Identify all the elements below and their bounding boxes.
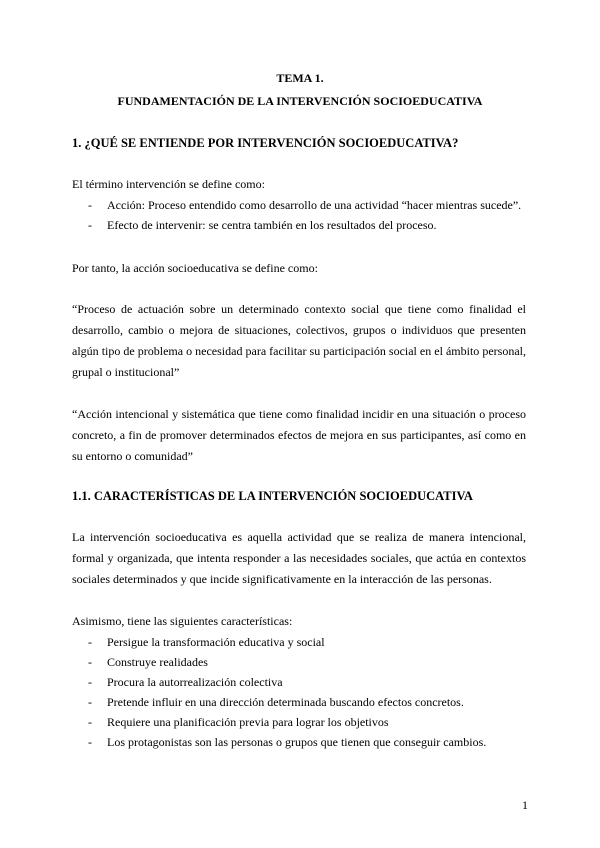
list-item-text: Requiere una planificación previa para lograr los objetivos (107, 715, 389, 729)
list-item-text: Construye realidades (107, 655, 208, 669)
list-item-text: Procura la autorrealización colectiva (107, 675, 283, 689)
list-item (88, 195, 521, 215)
definition-intro: El término intervención se define como: (72, 177, 265, 191)
list-item (88, 712, 486, 732)
list-item (88, 652, 486, 672)
bullet-dash: - (88, 675, 92, 689)
list-item-text: Pretende influir en una dirección determinada buscando efectos concretos. (107, 695, 464, 709)
list-item-text: Los protagonistas son las personas o grupos que tienen que conseguir cambios. (107, 735, 487, 749)
bullet-dash: - (88, 735, 92, 749)
definition-list (88, 195, 521, 235)
bullet-dash: - (88, 635, 92, 649)
characteristics-list (88, 632, 486, 752)
bullet-dash: - (88, 218, 92, 232)
list-item-text: Persigue la transformación educativa y social (107, 635, 325, 649)
characteristics-intro: Asimismo, tiene las siguientes características: (72, 614, 293, 628)
section-1-heading: 1. ¿QUÉ SE ENTIENDE POR INTERVENCIÓN SOCIOEDUCATIVA? (72, 136, 459, 150)
list-item-text: Efecto de intervenir: se centra también en los resultados del proceso. (107, 218, 437, 232)
chapter-label: TEMA 1. (276, 71, 324, 85)
bullet-dash: - (88, 715, 92, 729)
characteristics-paragraph: La intervención socioeducativa es aquella actividad que se realiza de manera intencional, formal y organizada, que intenta responder a las necesidades sociales, que actúa en contextos sociales determinados y que incide significativamente en la interacción de las personas. (72, 530, 526, 586)
bullet-dash: - (88, 655, 92, 669)
therefore-text: Por tanto, la acción socioeducativa se define como: (72, 261, 318, 275)
page-number: 1 (522, 798, 528, 812)
section-1-1-heading: 1.1. CARACTERÍSTICAS DE LA INTERVENCIÓN SOCIOEDUCATIVA (72, 489, 473, 503)
bullet-dash: - (88, 695, 92, 709)
list-item (88, 692, 486, 712)
bullet-dash: - (88, 198, 92, 212)
quote-definition-1: “Proceso de actuación sobre un determinado contexto social que tiene como finalidad el desarrollo, cambio o mejora de situaciones, colectivos, grupos o individuos que presenten algún tipo de problema o necesidad para facilitar su participación social en el ámbito personal, grupal o institucional” (72, 302, 526, 379)
list-item (88, 732, 486, 752)
list-item (88, 215, 521, 235)
chapter-title: FUNDAMENTACIÓN DE LA INTERVENCIÓN SOCIOEDUCATIVA (117, 94, 483, 108)
list-item (88, 632, 486, 652)
list-item-text: Acción: Proceso entendido como desarrollo de una actividad “hacer mientras sucede”. (107, 198, 522, 212)
quote-definition-2: “Acción intencional y sistemática que tiene como finalidad incidir en una situación o proceso concreto, a fin de promover determinados efectos de mejora en sus participantes, así como en su entorno o comunidad” (72, 407, 526, 463)
list-item (88, 672, 486, 692)
